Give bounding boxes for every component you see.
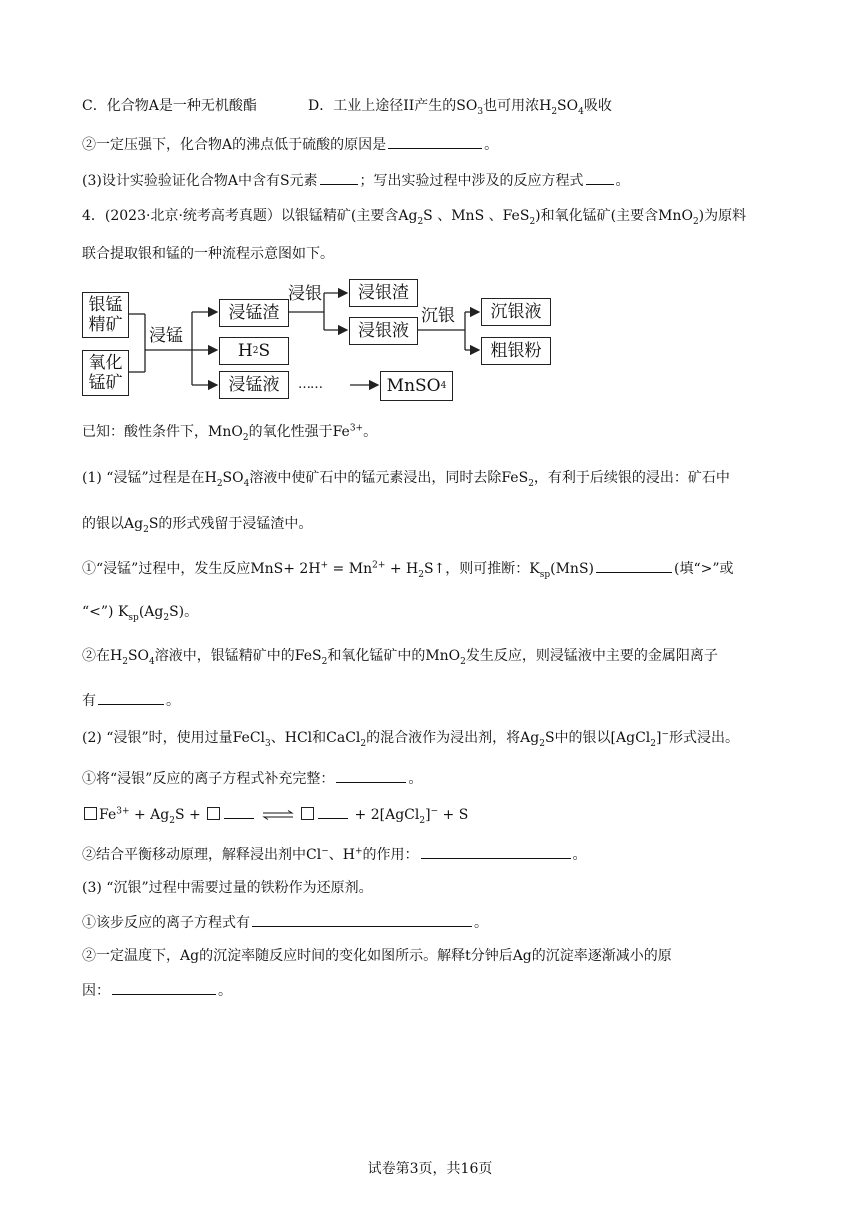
coefficient-box[interactable] [207,807,220,820]
answer-blank[interactable] [318,804,348,819]
dots: …… [298,377,322,392]
q4-intro-line1: 4．(2023·北京·统考高考真题）以银锰精矿(主要含$Ag_2S$ 、MnS 、FeS$_2$)和氧化锰矿(主要含MnO$_2$)为原料 [82,208,747,227]
flow-arrows [0,0,860,420]
option-d: D．工业上途径II产生的$SO_3$也可用浓$H_2SO_4$吸收 [308,98,612,117]
box-crude-silver: 粗银粉 [481,337,551,365]
box-mnso4: MnSO 4 [380,371,453,401]
q4-part1-ii-line1: ②在$H_2SO_4$溶液中，银锰精矿中的FeS$_2$和氧化锰矿中的MnO$_2$发生反应，则浸锰液中主要的金属阳离子 [82,648,718,667]
answer-blank[interactable] [98,690,164,705]
leach-ag-equation: $Fe^{3+} + Ag_2S$ + + 2[AgCl$_2$]− + S [82,804,468,825]
answer-blank[interactable] [224,804,254,819]
q4-part2-line1: (2) “浸银”时，使用过量FeCl$_3$、HCl和CaCl$_2$的混合液作为浸出剂，将$Ag_2S$中的银以[AgCl$_2$]−形式浸出。 [82,729,740,749]
answer-blank[interactable] [252,912,472,927]
coefficient-box[interactable] [84,807,97,820]
answer-blank[interactable] [421,844,571,859]
q4-part1-line2: 的银以$Ag_2S$的形式残留于浸锰渣中。 [82,516,313,535]
known-statement: 已知：酸性条件下，MnO$_2$的氧化性强于$Fe^{3+}$。 [82,423,378,443]
box-ag-residue: 浸银渣 [349,279,418,307]
box-h2s: H 2 S [219,337,289,365]
flow-diagram [0,0,860,420]
box-ag-liquid: 浸银液 [349,317,418,345]
answer-blank[interactable] [112,980,216,995]
q4-intro-line2: 联合提取银和锰的一种流程示意图如下。 [82,246,334,262]
step-precipitate-ag: 沉银 [421,306,455,326]
q4-part3-ii-line2: 因： 。 [82,980,232,1001]
q4-part1-i-line2: “<”) $K_{sp}(Ag_2S)$。 [82,604,199,623]
q4-part3-ii-line1: ②一定温度下，Ag的沉淀率随反应时间的变化如图所示。解释t分钟后Ag的沉淀率逐渐减小的原 [82,948,672,964]
answer-blank[interactable] [596,558,672,573]
q3-part2: ②一定压强下，化合物A的沸点低于硫酸的原因是 。 [82,134,498,155]
box-mn-residue: 浸锰渣 [219,299,289,327]
step-leach-ag: 浸银 [288,284,322,304]
equilibrium-arrow-icon [261,810,295,820]
q4-part2-ii: ②结合平衡移动原理，解释浸出剂中Cl−、H+的作用： 。 [82,844,587,865]
q4-part3: (3) “沉银”过程中需要过量的铁粉作为还原剂。 [82,880,373,896]
q3-part3: (3)设计实验验证化合物A中含有S元素 ；写出实验过程中涉及的反应方程式 。 [82,170,630,191]
q4-part2-i: ①将“浸银”反应的离子方程式补充完整： 。 [82,768,422,789]
page-footer: 试卷第3页，共16页 [367,1161,493,1177]
box-silver-manganese-ore: 银锰 精矿 [82,292,129,338]
q4-part1-ii-line2: 有 。 [82,690,180,711]
step-leach-mn: 浸锰 [149,326,183,346]
option-c: C．化合物A是一种无机酸酯 [82,98,257,114]
box-manganese-oxide-ore: 氧化 锰矿 [82,350,129,396]
coefficient-box[interactable] [301,807,314,820]
q4-part1-i-line1: ①“浸锰”过程中，发生反应$MnS+ 2H^+ = Mn^{2+}$ + $H_2S↑$，则可推断：$K_{sp}(MnS)$ (填“>”或 [82,558,734,579]
answer-blank[interactable] [336,768,406,783]
box-mn-liquid: 浸锰液 [219,371,289,399]
box-precipitation-liquid: 沉银液 [481,298,551,326]
q4-part3-i: ①该步反应的离子方程式有 。 [82,912,488,933]
q4-part1-line1: (1) “浸锰”过程是在$H_2SO_4$溶液中使矿石中的锰元素浸出，同时去除FeS$_2$，有利于后续银的浸出：矿石中 [82,470,730,489]
